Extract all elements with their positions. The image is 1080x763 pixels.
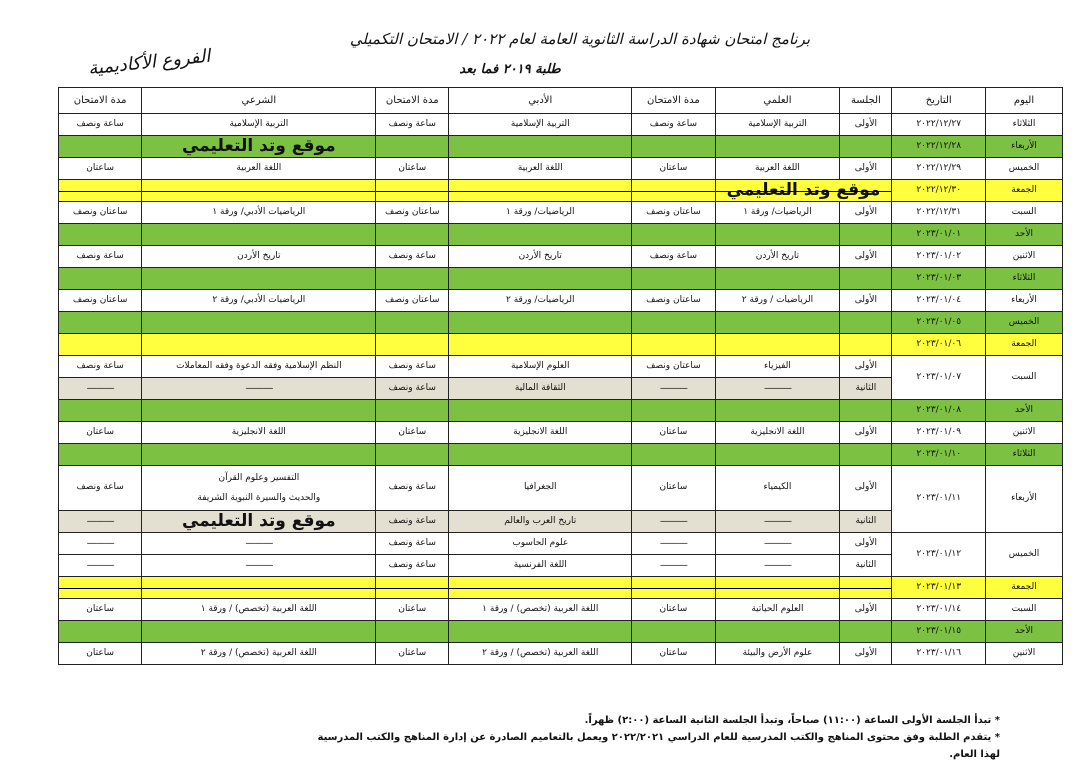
- duration-cell: ساعتان: [59, 599, 142, 621]
- table-row: [59, 444, 1063, 466]
- session-cell: الأولى: [840, 114, 892, 136]
- duration-cell: ساعتان: [632, 466, 715, 511]
- science-cell: اللغة العربية: [715, 158, 840, 180]
- table-row: [59, 180, 1063, 202]
- science-cell: تاريخ الأردن: [715, 246, 840, 268]
- sharia-cell: تاريخ الأردن: [142, 246, 376, 268]
- branches-label: الفروع الأكاديمية: [87, 45, 212, 80]
- duration-cell: ساعتان: [632, 422, 715, 444]
- date-cell: ٢٠٢٢/١٢/٢٩: [892, 158, 986, 180]
- duration-cell: ساعة ونصف: [376, 246, 449, 268]
- duration-cell: ساعة ونصف: [632, 246, 715, 268]
- date-cell: ٢٠٢٣/٠١/١١: [892, 466, 986, 533]
- date-cell: ٢٠٢٢/١٢/٢٨: [892, 136, 986, 158]
- duration-cell: ساعة ونصف: [376, 533, 449, 555]
- date-cell: ٢٠٢٣/٠١/٠١: [892, 224, 986, 246]
- date-cell: ٢٠٢٣/٠١/٠٣: [892, 268, 986, 290]
- duration-cell: ساعة ونصف: [376, 466, 449, 511]
- table-row: [59, 290, 1063, 312]
- literary-cell: تاريخ العرب والعالم: [449, 511, 632, 533]
- note-line: * يتقدم الطلبة وفق محتوى المناهج والكتب المدرسية للعام الدراسي ٢٠٢٢/٢٠٢١ ويعمل بالتعاميم الصادرة عن إدارة المناهج والكتب المدرسية لهذا العام.: [317, 732, 1000, 760]
- day-cell: الأحد: [986, 621, 1063, 643]
- date-cell: ٢٠٢٣/٠١/١٢: [892, 533, 986, 577]
- science-cell: الكيمياء: [715, 466, 840, 511]
- duration-cell: ساعتان: [376, 422, 449, 444]
- date-cell: ٢٠٢٣/٠١/٠٢: [892, 246, 986, 268]
- date-cell: ٢٠٢٣/٠١/١٠: [892, 444, 986, 466]
- literary-cell: الجغرافيا: [449, 466, 632, 511]
- sharia-cell: التربية الإسلامية: [142, 114, 376, 136]
- session-cell: الأولى: [840, 533, 892, 555]
- day-cell: الأربعاء: [986, 290, 1063, 312]
- table-row: [59, 268, 1063, 290]
- session-cell: الأولى: [840, 158, 892, 180]
- day-cell: الثلاثاء: [986, 114, 1063, 136]
- col-session: الجلسة: [840, 88, 892, 114]
- exam-schedule-table: [58, 87, 1063, 665]
- col-literary: الأدبي: [449, 88, 632, 114]
- science-cell: الرياضيات/ ورقة ١: [715, 202, 840, 224]
- day-cell: الخميس: [986, 533, 1063, 577]
- date-cell: ٢٠٢٣/٠١/١٤: [892, 599, 986, 621]
- literary-cell: اللغة الانجليزية: [449, 422, 632, 444]
- literary-cell: التربية الإسلامية: [449, 114, 632, 136]
- table-row: [59, 136, 1063, 158]
- watermark-text: موقع وتد التعليمي: [142, 511, 376, 533]
- dash-cell: ———: [59, 511, 142, 533]
- session-cell: الثانية: [840, 511, 892, 533]
- duration-cell: ساعتان: [376, 599, 449, 621]
- dash-cell: ———: [142, 378, 376, 400]
- session-cell: الأولى: [840, 246, 892, 268]
- col-sharia: الشرعي: [142, 88, 376, 114]
- sharia-cell: اللغة العربية: [142, 158, 376, 180]
- literary-cell: الثقافة المالية: [449, 378, 632, 400]
- table-row: [59, 202, 1063, 224]
- duration-cell: ساعة ونصف: [59, 466, 142, 511]
- table-row: [59, 533, 1063, 555]
- duration-cell: ساعتان: [59, 643, 142, 665]
- dash-cell: ———: [59, 533, 142, 555]
- day-cell: الثلاثاء: [986, 444, 1063, 466]
- day-cell: السبت: [986, 599, 1063, 621]
- date-cell: ٢٠٢٢/١٢/٣٠: [892, 180, 986, 202]
- date-cell: ٢٠٢٣/٠١/٠٥: [892, 312, 986, 334]
- header-row: [59, 88, 1063, 114]
- table-row: [59, 224, 1063, 246]
- page-subtitle: طلبة ٢٠١٩ فما بعد: [459, 62, 561, 77]
- sharia-cell: اللغة العربية (تخصص) / ورقة ٢: [142, 643, 376, 665]
- duration-cell: ساعتان: [632, 158, 715, 180]
- duration-cell: ساعتان ونصف: [632, 290, 715, 312]
- duration-cell: ساعة ونصف: [376, 555, 449, 577]
- day-cell: الثلاثاء: [986, 268, 1063, 290]
- table-row: [59, 621, 1063, 643]
- table-row: [59, 246, 1063, 268]
- table-row: [59, 466, 1063, 511]
- col-duration: مدة الامتحان: [376, 88, 449, 114]
- table-row: [59, 577, 1063, 599]
- duration-cell: ساعتان: [376, 158, 449, 180]
- sharia-cell: النظم الإسلامية وفقه الدعوة وفقه المعاملات: [142, 356, 376, 378]
- dash-cell: ———: [632, 378, 715, 400]
- date-cell: ٢٠٢٢/١٢/٢٧: [892, 114, 986, 136]
- table-row: [59, 400, 1063, 422]
- day-cell: الخميس: [986, 312, 1063, 334]
- duration-cell: ساعة ونصف: [59, 114, 142, 136]
- sharia-line: التفسير وعلوم القرآن: [218, 473, 300, 483]
- duration-cell: ساعتان: [376, 643, 449, 665]
- literary-cell: علوم الحاسوب: [449, 533, 632, 555]
- literary-cell: اللغة العربية: [449, 158, 632, 180]
- dash-cell: ———: [632, 511, 715, 533]
- day-cell: الجمعة: [986, 577, 1063, 599]
- day-cell: السبت: [986, 202, 1063, 224]
- col-date: التاريخ: [892, 88, 986, 114]
- dash-cell: ———: [59, 378, 142, 400]
- duration-cell: ساعة ونصف: [376, 356, 449, 378]
- duration-cell: ساعتان: [59, 422, 142, 444]
- date-cell: ٢٠٢٣/٠١/٠٩: [892, 422, 986, 444]
- note-line: * تبدأ الجلسة الأولى الساعة (١١:٠٠) صباحاً، وتبدأ الجلسة الثانية الساعة (٢:٠٠) ظهراً.: [584, 715, 1000, 726]
- science-cell: التربية الإسلامية: [715, 114, 840, 136]
- table-row: [59, 158, 1063, 180]
- duration-cell: ساعة ونصف: [59, 356, 142, 378]
- notes: [300, 712, 1000, 763]
- date-cell: ٢٠٢٢/١٢/٣١: [892, 202, 986, 224]
- session-cell: الثانية: [840, 378, 892, 400]
- literary-cell: الرياضيات/ ورقة ٢: [449, 290, 632, 312]
- session-cell: الأولى: [840, 643, 892, 665]
- session-cell: الأولى: [840, 356, 892, 378]
- table-row: [59, 312, 1063, 334]
- session-cell: الأولى: [840, 466, 892, 511]
- duration-cell: ساعتان: [632, 643, 715, 665]
- table-row: [59, 599, 1063, 621]
- literary-cell: تاريخ الأردن: [449, 246, 632, 268]
- day-cell: الأربعاء: [986, 466, 1063, 533]
- table-row: [59, 334, 1063, 356]
- duration-cell: ساعتان ونصف: [632, 202, 715, 224]
- dash-cell: ———: [142, 555, 376, 577]
- sharia-cell: الرياضيات الأدبي/ ورقة ١: [142, 202, 376, 224]
- dash-cell: ———: [715, 555, 840, 577]
- table-row: [59, 356, 1063, 378]
- literary-cell: اللغة العربية (تخصص) / ورقة ١: [449, 599, 632, 621]
- day-cell: الأربعاء: [986, 136, 1063, 158]
- date-cell: ٢٠٢٣/٠١/١٥: [892, 621, 986, 643]
- session-cell: الأولى: [840, 202, 892, 224]
- session-cell: الثانية: [840, 555, 892, 577]
- duration-cell: ساعتان: [632, 599, 715, 621]
- dash-cell: ———: [59, 555, 142, 577]
- table-row: [59, 643, 1063, 665]
- date-cell: ٢٠٢٣/٠١/١٦: [892, 643, 986, 665]
- day-cell: الجمعة: [986, 180, 1063, 202]
- sharia-cell: الرياضيات الأدبي/ ورقة ٢: [142, 290, 376, 312]
- science-cell: اللغة الانجليزية: [715, 422, 840, 444]
- literary-cell: الرياضيات/ ورقة ١: [449, 202, 632, 224]
- duration-cell: ساعتان ونصف: [59, 202, 142, 224]
- science-cell: الفيزياء: [715, 356, 840, 378]
- col-duration: مدة الامتحان: [59, 88, 142, 114]
- date-cell: ٢٠٢٣/٠١/٠٦: [892, 334, 986, 356]
- day-cell: الأحد: [986, 400, 1063, 422]
- session-cell: الأولى: [840, 422, 892, 444]
- literary-cell: العلوم الإسلامية: [449, 356, 632, 378]
- day-cell: الجمعة: [986, 334, 1063, 356]
- science-cell: علوم الأرض والبيئة: [715, 643, 840, 665]
- science-cell: الرياضيات / ورقة ٢: [715, 290, 840, 312]
- day-cell: الاثنين: [986, 422, 1063, 444]
- col-science: العلمي: [715, 88, 840, 114]
- duration-cell: ساعة ونصف: [632, 114, 715, 136]
- dash-cell: ———: [715, 533, 840, 555]
- sharia-cell: اللغة الانجليزية: [142, 422, 376, 444]
- col-duration: مدة الامتحان: [632, 88, 715, 114]
- watermark-text: موقع وتد التعليمي: [142, 136, 376, 158]
- watermark-text: موقع وتد التعليمي: [715, 180, 892, 202]
- table-row: [59, 114, 1063, 136]
- dash-cell: ———: [632, 555, 715, 577]
- day-cell: الخميس: [986, 158, 1063, 180]
- date-cell: ٢٠٢٣/٠١/١٣: [892, 577, 986, 599]
- literary-cell: اللغة العربية (تخصص) / ورقة ٢: [449, 643, 632, 665]
- duration-cell: ساعة ونصف: [376, 114, 449, 136]
- day-cell: الاثنين: [986, 643, 1063, 665]
- day-cell: الأحد: [986, 224, 1063, 246]
- col-day: اليوم: [986, 88, 1063, 114]
- page-title: برنامج امتحان شهادة الدراسة الثانوية العامة لعام ٢٠٢٢ / الامتحان التكميلي: [349, 30, 811, 48]
- dash-cell: ———: [715, 511, 840, 533]
- sharia-line: والحديث والسيرة النبوية الشريفة: [197, 493, 321, 503]
- table-row: [59, 422, 1063, 444]
- duration-cell: ساعتان ونصف: [59, 290, 142, 312]
- session-cell: الأولى: [840, 290, 892, 312]
- day-cell: السبت: [986, 356, 1063, 400]
- date-cell: ٢٠٢٣/٠١/٠٨: [892, 400, 986, 422]
- duration-cell: ساعة ونصف: [59, 246, 142, 268]
- dash-cell: ———: [715, 378, 840, 400]
- science-cell: العلوم الحياتية: [715, 599, 840, 621]
- duration-cell: ساعتان ونصف: [376, 290, 449, 312]
- session-cell: الأولى: [840, 599, 892, 621]
- duration-cell: ساعة ونصف: [376, 378, 449, 400]
- duration-cell: ساعتان ونصف: [376, 202, 449, 224]
- duration-cell: ساعة ونصف: [376, 511, 449, 533]
- date-cell: ٢٠٢٣/٠١/٠٤: [892, 290, 986, 312]
- dash-cell: ———: [632, 533, 715, 555]
- duration-cell: ساعتان ونصف: [632, 356, 715, 378]
- dash-cell: ———: [142, 533, 376, 555]
- day-cell: الاثنين: [986, 246, 1063, 268]
- duration-cell: ساعتان: [59, 158, 142, 180]
- date-cell: ٢٠٢٣/٠١/٠٧: [892, 356, 986, 400]
- sharia-cell: اللغة العربية (تخصص) / ورقة ١: [142, 599, 376, 621]
- sharia-cell: [142, 466, 376, 511]
- literary-cell: اللغة الفرنسية: [449, 555, 632, 577]
